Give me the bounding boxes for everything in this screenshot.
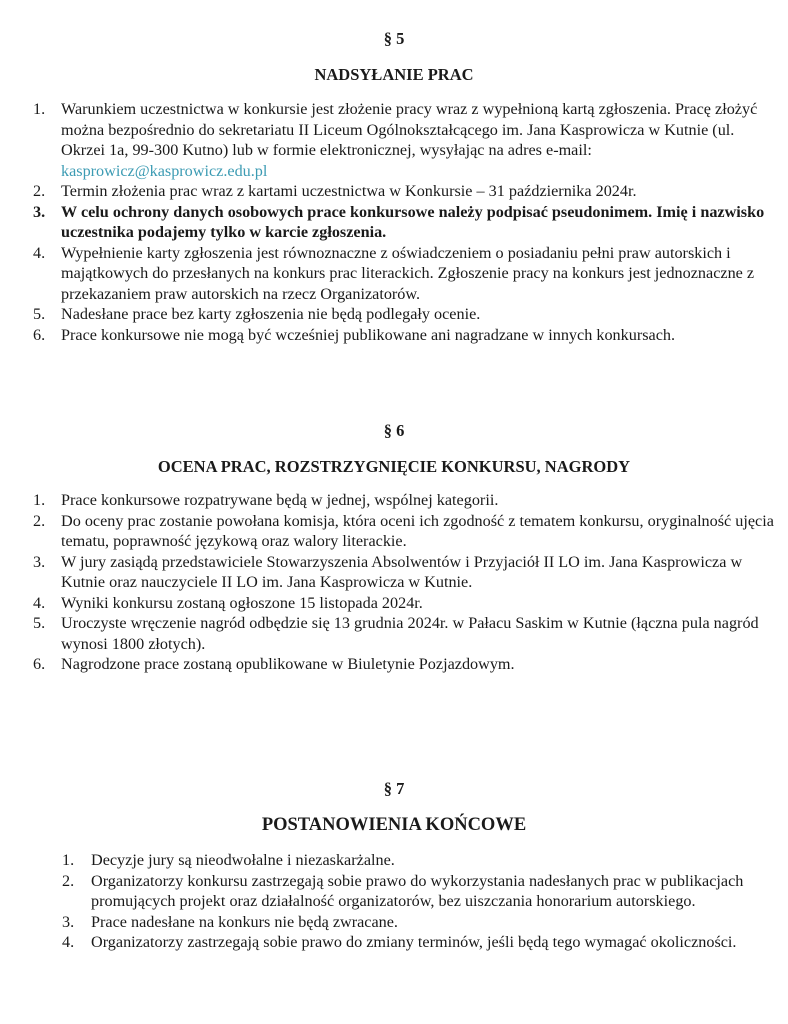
item-number: 2. <box>33 511 46 530</box>
section-7 <box>0 778 788 953</box>
list-item <box>0 593 788 614</box>
rules-list <box>0 99 788 345</box>
item-text: Termin złożenia prac wraz z kartami uczestnictwa w Konkursie – 31 października 2024r. <box>61 182 637 200</box>
item-number: 6. <box>33 655 46 673</box>
section-title: OCENA PRAC, ROZSTRZYGNIĘCIE KONKURSU, NAGRODY <box>157 457 631 476</box>
item-text: Decyzje jury są nieodwołalne i niezaskarżalne. <box>91 851 395 869</box>
list-item <box>0 99 788 181</box>
section-6 <box>0 420 788 675</box>
item-text: Prace konkursowe nie mogą być wcześniej publikowane ani nagradzane w innych konkursach. <box>61 325 676 344</box>
list-item <box>0 912 788 933</box>
list-item <box>0 871 788 912</box>
item-text: Wyniki konkursu zostaną ogłoszone 15 listopada 2024r. <box>61 593 423 612</box>
item-number: 5. <box>33 305 46 323</box>
item-text: Do oceny prac zostanie powołana komisja, która oceni ich zgodność z tematem konkursu, oryginalność ujęcia tematu, poprawność językową oraz walory literackie. <box>61 511 774 550</box>
item-number: 4. <box>62 933 75 951</box>
email-link[interactable]: kasprowicz@kasprowicz.edu.pl <box>61 161 268 180</box>
section-sign: § 5 <box>383 29 405 48</box>
section-title: POSTANOWIENIA KOŃCOWE <box>261 815 527 835</box>
item-number: 4. <box>33 243 46 262</box>
item-text: Prace nadesłane na konkurs nie będą zwracane. <box>91 912 398 931</box>
list-item <box>0 202 788 243</box>
list-item <box>0 304 788 325</box>
list-item <box>0 490 788 511</box>
item-number: 2. <box>33 182 46 200</box>
item-number: 6. <box>33 325 46 344</box>
rules-list <box>0 490 788 675</box>
list-item <box>0 181 788 202</box>
section-sign: § 7 <box>383 779 405 798</box>
list-item <box>0 243 788 305</box>
item-text: Wypełnienie karty zgłoszenia jest równoznaczne z oświadczeniem o posiadaniu pełni praw autorskich i majątkowych do przesłanych na konkurs prac literackich. Zgłoszenie pracy na konkurs jest jednoznaczne z przekazaniem praw autorskich na rzecz Organizatorów. <box>61 243 755 303</box>
item-number: 4. <box>33 593 46 612</box>
item-text: Nadesłane prace bez karty zgłoszenia nie będą podlegały ocenie. <box>61 305 481 323</box>
section-5 <box>0 28 788 345</box>
item-number: 2. <box>62 871 75 890</box>
item-text: W jury zasiądą przedstawiciele Stowarzyszenia Absolwentów i Przyjaciół II LO im. Jana Kasprowicza w Kutnie oraz nauczyciele II LO im. Jana Kasprowicza w Kutnie. <box>61 552 743 591</box>
item-text: Uroczyste wręczenie nagród odbędzie się 13 grudnia 2024r. w Pałacu Saskim w Kutnie (łączna pula nagród wynosi 1800 złotych). <box>61 614 759 653</box>
item-number: 1. <box>33 100 46 118</box>
item-text: Prace konkursowe rozpatrywane będą w jednej, wspólnej kategorii. <box>61 491 499 509</box>
list-item <box>0 325 788 346</box>
list-item <box>0 654 788 675</box>
item-text: W celu ochrony danych osobowych prace konkursowe należy podpisać pseudonimem. Imię i nazwisko uczestnika podajemy tylko w karcie zgłoszenia. <box>61 202 765 241</box>
list-item <box>0 932 788 953</box>
section-sign: § 6 <box>383 421 405 440</box>
item-number: 1. <box>33 491 46 509</box>
item-text: Organizatorzy zastrzegają sobie prawo do zmiany terminów, jeśli będą tego wymagać okoliczności. <box>91 933 737 951</box>
item-number: 3. <box>62 912 75 931</box>
rules-list <box>0 850 788 953</box>
list-item <box>0 613 788 654</box>
section-title: NADSYŁANIE PRAC <box>314 65 474 84</box>
list-item <box>0 552 788 593</box>
item-number: 3. <box>33 202 46 221</box>
item-text: Warunkiem uczestnictwa w konkursie jest złożenie pracy wraz z wypełnioną kartą zgłoszenia. Pracę złożyć można bezpośrednio do sekretariatu II Liceum Ogólnokształcącego im. Jana Kasprowicza w Kutnie (ul. Okrzei 1a, 99-300 Kutno) lub w formie elektronicznej, wysyłając na adres e-mail: <box>61 100 758 159</box>
item-text: Organizatorzy konkursu zastrzegają sobie prawo do wykorzystania nadesłanych prac w publikacjach promujących projekt oraz działalność organizatorów, bez uiszczania honorarium autorskiego. <box>91 871 744 910</box>
list-item <box>0 850 788 871</box>
item-number: 3. <box>33 552 46 571</box>
item-number: 1. <box>62 851 75 869</box>
list-item <box>0 511 788 552</box>
item-number: 5. <box>33 614 46 632</box>
item-text: Nagrodzone prace zostaną opublikowane w Biuletynie Pozjazdowym. <box>61 655 515 673</box>
